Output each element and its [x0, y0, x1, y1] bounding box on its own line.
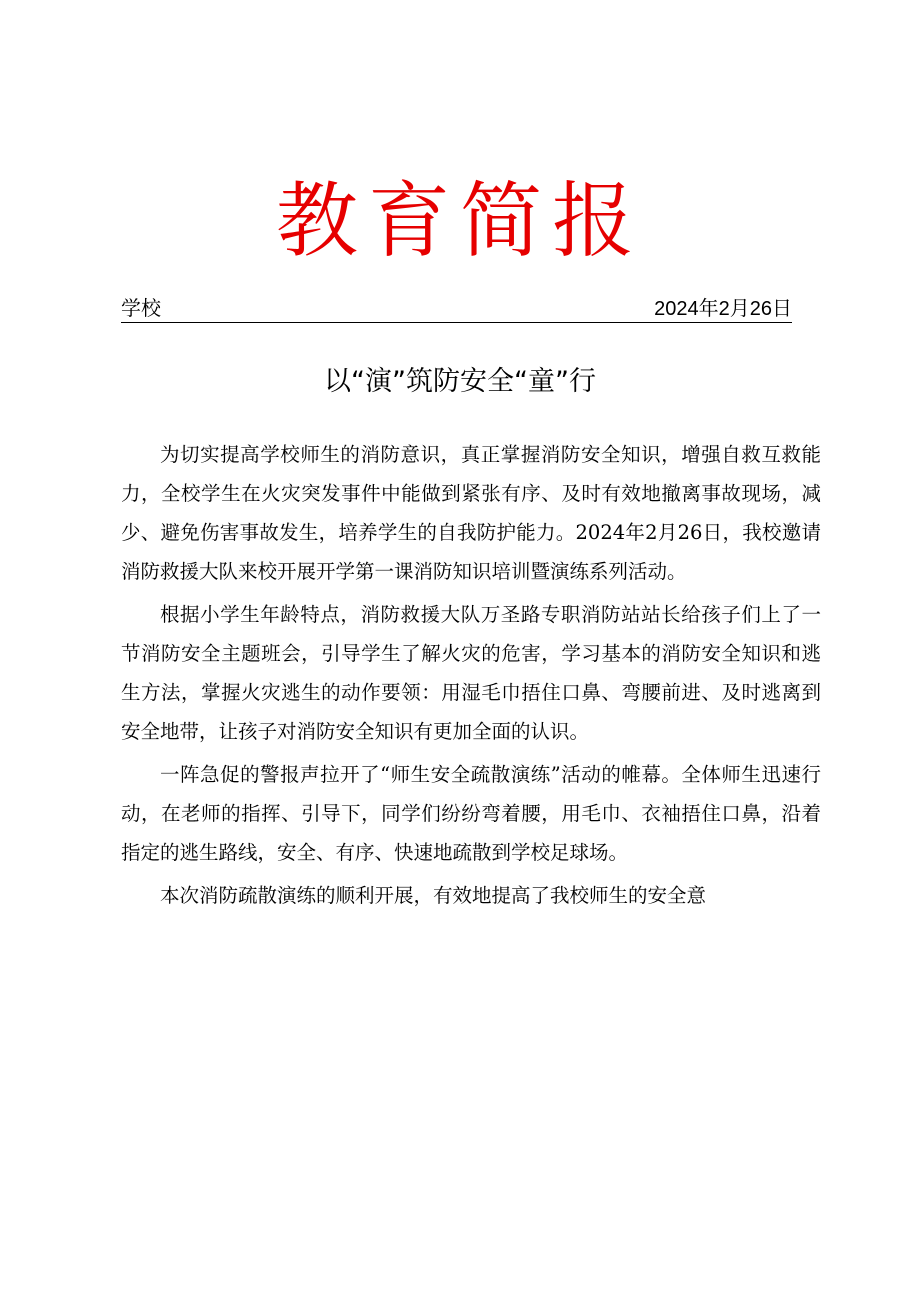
paragraph: 为切实提高学校师生的消防意识，真正掌握消防安全知识，增强自救互救能力，全校学生在火灾突发事件中能做到紧张有序、及时有效地撤离事故现场，减少、避免伤害事故发生，培养学生的自我防护能力。2024年2月26日，我校邀请消防救援大队来校开展开学第一课消防知识培训暨演练系列活动。	[121, 443, 821, 583]
article-title: 以“演”筑防安全“童”行	[324, 366, 596, 397]
paragraph: 一阵急促的警报声拉开了“师生安全疏散演练”活动的帷幕。全体师生迅速行动，在老师的指挥、引导下，同学们纷纷弯着腰，用毛巾、衣袖捂住口鼻，沿着指定的逃生路线，安全、有序、快速地疏散到学校足球场。	[121, 763, 821, 864]
paragraph: 根据小学生年龄特点，消防救援大队万圣路专职消防站站长给孩子们上了一节消防安全主题班会，引导学生了解火灾的危害，学习基本的消防安全知识和逃生方法，掌握火灾逃生的动作要领：用湿毛巾捂住口鼻、弯腰前进、及时逃离到安全地带，让孩子对消防安全知识有更加全面的认识。	[121, 603, 821, 743]
school-label: 学校	[121, 298, 161, 320]
issue-date: 2024年2月26日	[654, 298, 792, 320]
article-body	[121, 435, 821, 919]
paragraph: 本次消防疏散演练的顺利开展，有效地提高了我校师生的安全意	[160, 884, 707, 907]
meta-row	[121, 296, 792, 323]
masthead-title: 教育简报	[275, 174, 644, 269]
